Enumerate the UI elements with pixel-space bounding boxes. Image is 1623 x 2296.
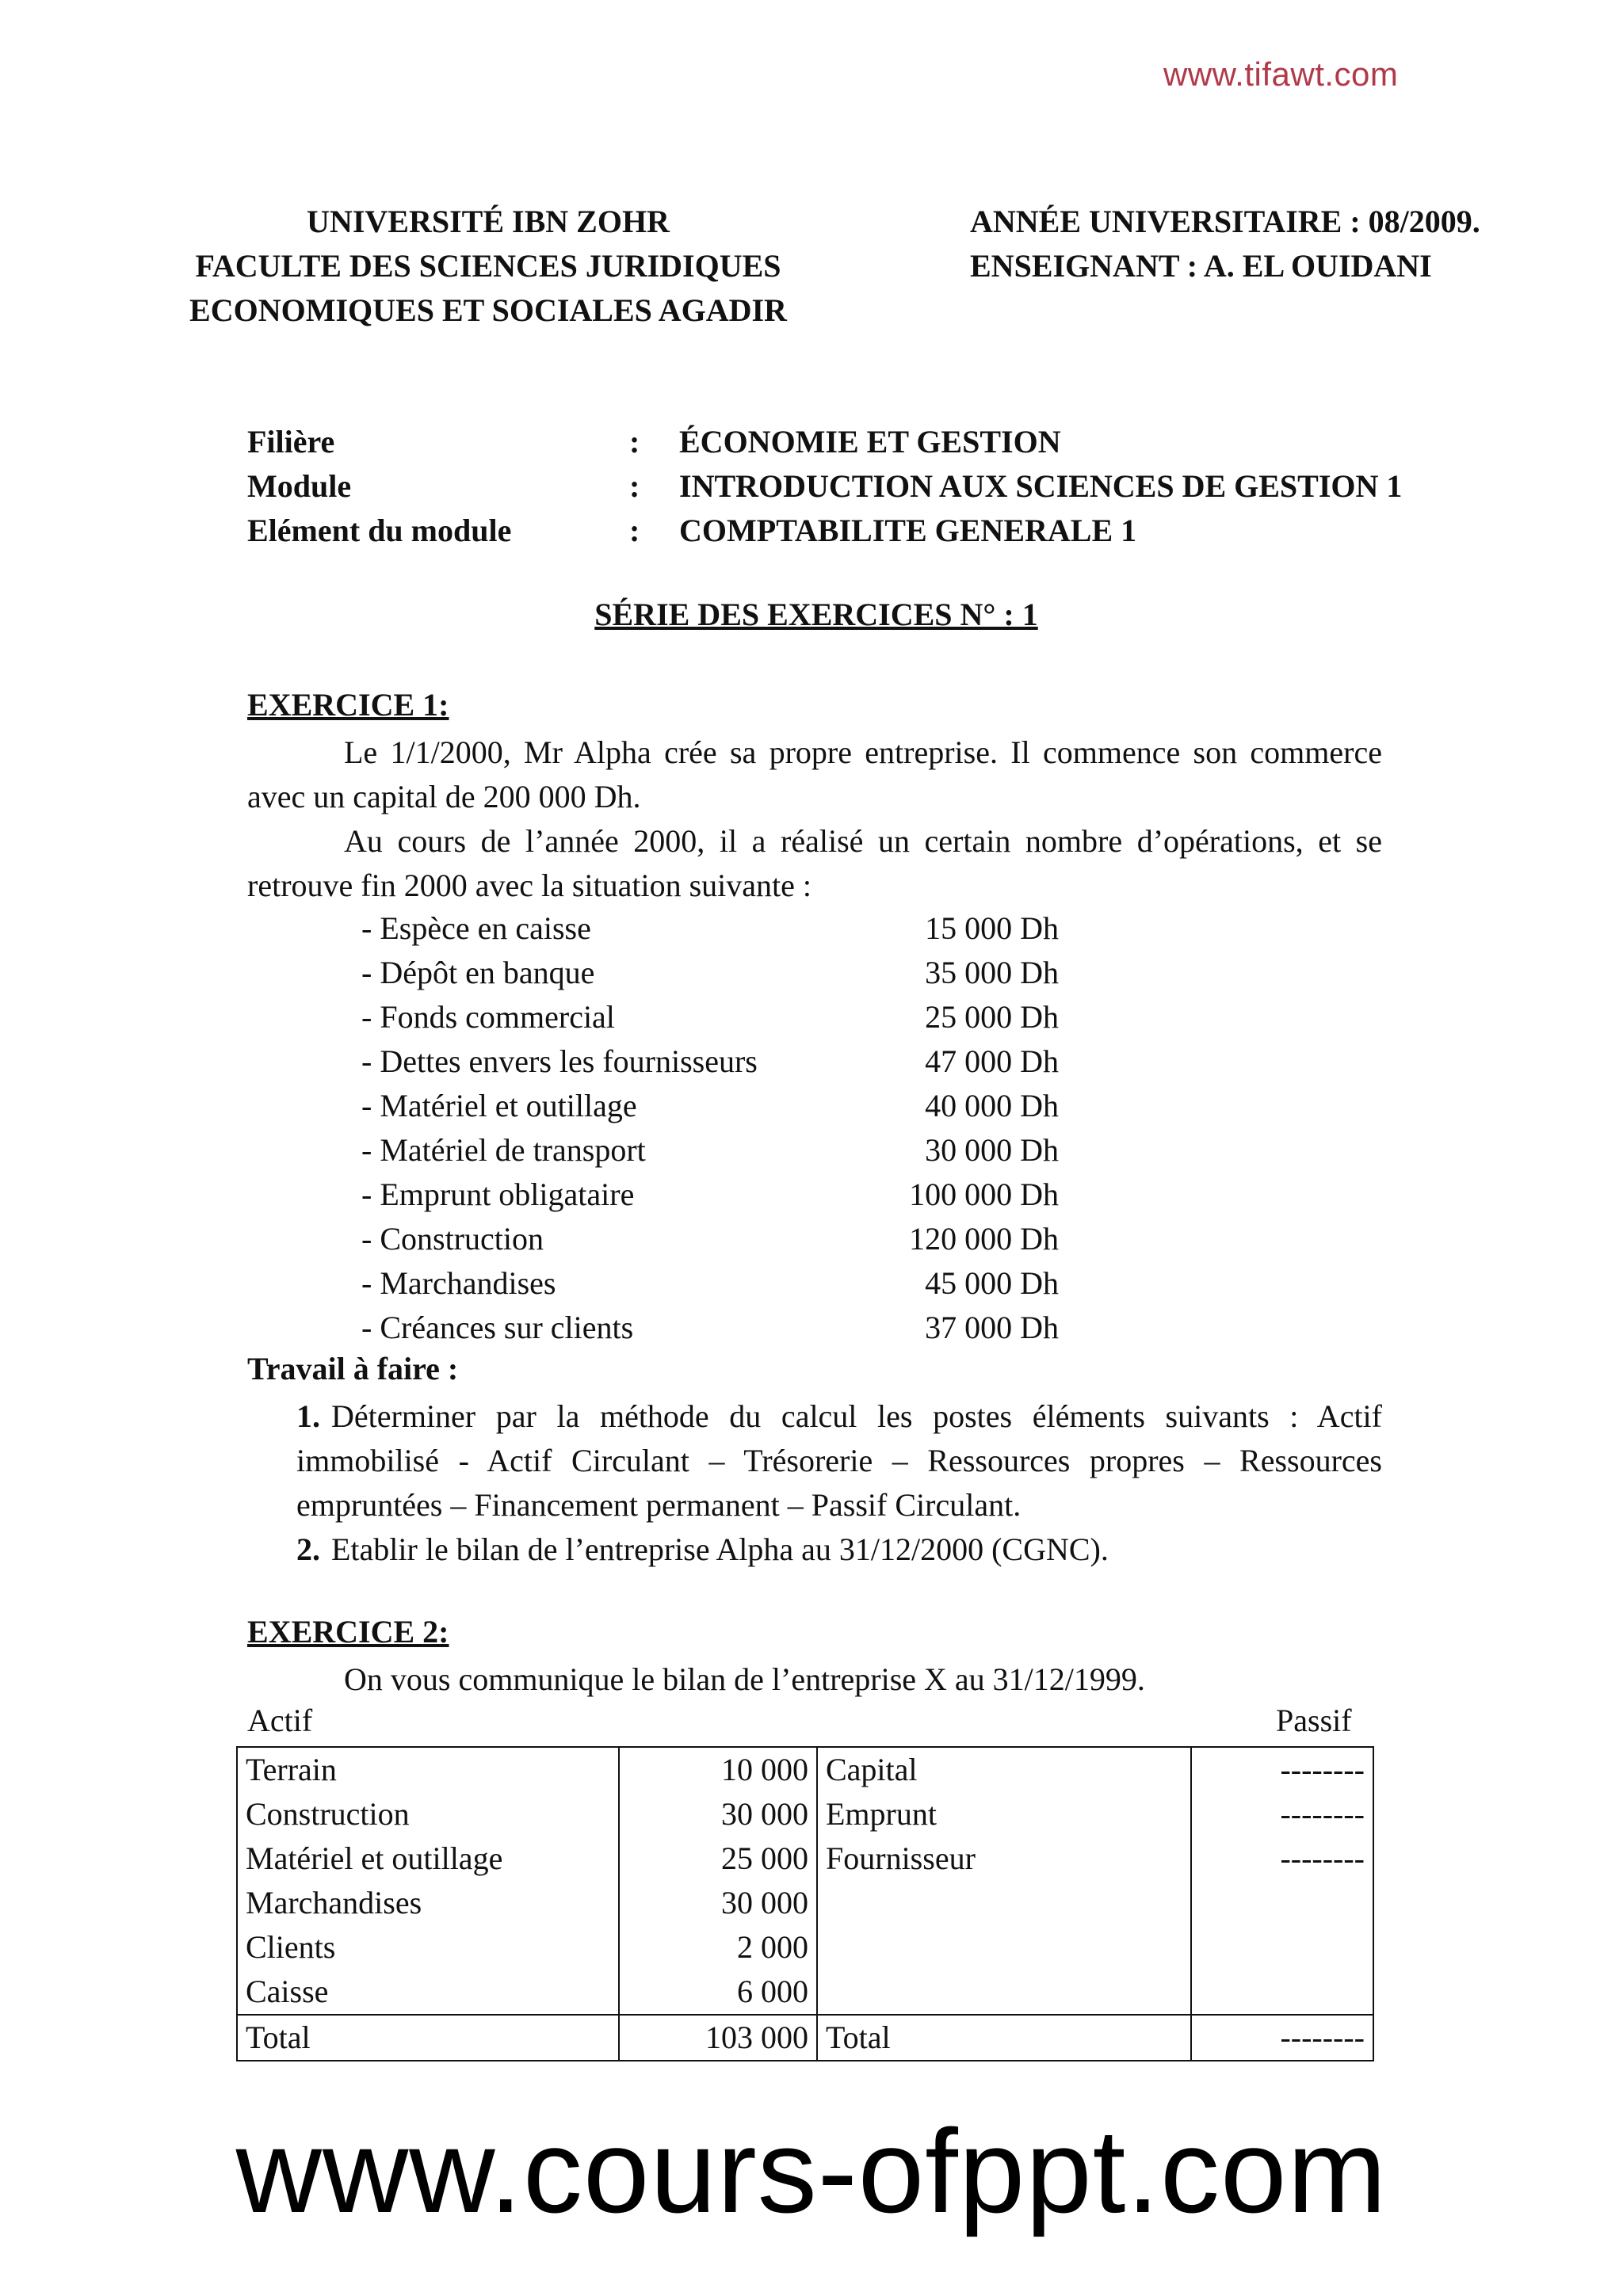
list-item: [361, 1261, 1059, 1306]
task-number: 2.: [296, 1531, 320, 1567]
item-amount: 100 000 Dh: [909, 1177, 1059, 1212]
liability-value-cell: [1191, 1881, 1373, 1925]
table-row: [237, 1970, 1373, 2015]
list-item: [361, 1128, 1059, 1173]
list-item: [361, 906, 1059, 951]
item-amount: 40 000 Dh: [925, 1088, 1059, 1123]
asset-value-cell: 10 000: [619, 1747, 817, 1792]
liability-value-cell: --------: [1191, 1747, 1373, 1792]
watermark-top: www.tifawt.com: [1163, 55, 1399, 93]
liability-value-cell: --------: [1191, 1792, 1373, 1836]
meta-colon: :: [629, 468, 640, 504]
asset-cell: Construction: [237, 1792, 619, 1836]
university-name: UNIVERSITÉ IBN ZOHR: [307, 204, 670, 239]
meta-colon: :: [629, 513, 640, 548]
asset-cell: Terrain: [237, 1747, 619, 1792]
exercise-2-intro: On vous communique le bilan de l’entreprise X au 31/12/1999.: [344, 1661, 1145, 1697]
travail-title: Travail à faire :: [247, 1351, 459, 1386]
teacher: ENSEIGNANT : A. EL OUIDANI: [970, 248, 1432, 284]
meta-label: Elément du module: [247, 513, 512, 548]
academic-year: ANNÉE UNIVERSITAIRE : 08/2009.: [970, 204, 1480, 239]
meta-label: Filière: [247, 424, 335, 460]
exercise-2-title: EXERCICE 2:: [247, 1614, 449, 1650]
item-label: - Dettes envers les fournisseurs: [361, 1043, 758, 1079]
table-row: [237, 1925, 1373, 1970]
list-item: [361, 1217, 1059, 1261]
meta-value: ÉCONOMIE ET GESTION: [679, 424, 1061, 460]
liability-total-value: --------: [1191, 2015, 1373, 2061]
asset-value-cell: 30 000: [619, 1792, 817, 1836]
liability-cell: [817, 1881, 1191, 1925]
list-item: [361, 1084, 1059, 1128]
task-2: [296, 1527, 1382, 1572]
liability-value-cell: --------: [1191, 1836, 1373, 1881]
item-amount: 120 000 Dh: [909, 1221, 1059, 1257]
liability-value-cell: [1191, 1925, 1373, 1970]
course-header: [970, 200, 1480, 288]
liability-value-cell: [1191, 1970, 1373, 2015]
table-row: [237, 1792, 1373, 1836]
item-label: - Marchandises: [361, 1265, 556, 1301]
exercise-1-para-2: Au cours de l’année 2000, il a réalisé un certain nombre d’opérations, et se retrouve fin 2000 avec la situation suivante :: [247, 823, 1382, 903]
liability-cell: Emprunt: [817, 1792, 1191, 1836]
item-label: - Créances sur clients: [361, 1310, 634, 1345]
meta-label: Module: [247, 468, 352, 504]
meta-colon: :: [629, 424, 640, 460]
asset-total-label: Total: [237, 2015, 619, 2061]
liability-cell: [817, 1925, 1191, 1970]
task-text: Déterminer par la méthode du calcul les postes éléments suivants : Actif immobilisé - Actif Circulant – Trésorerie – Ressources propres – Ressources empruntées – Financement permanent – Passif Circulant.: [296, 1398, 1382, 1523]
exercise-1-para-1: Le 1/1/2000, Mr Alpha crée sa propre entreprise. Il commence son commerce avec un capital de 200 000 Dh.: [247, 734, 1382, 814]
item-amount: 35 000 Dh: [925, 955, 1059, 990]
item-label: - Emprunt obligataire: [361, 1177, 635, 1212]
list-item: [361, 1173, 1059, 1217]
actif-label: Actif: [247, 1703, 313, 1738]
task-number: 1.: [296, 1398, 320, 1434]
asset-total-value: 103 000: [619, 2015, 817, 2061]
situation-list: [361, 906, 1059, 1350]
asset-cell: Marchandises: [237, 1881, 619, 1925]
university-header: [155, 200, 821, 333]
meta-value: INTRODUCTION AUX SCIENCES DE GESTION 1: [679, 468, 1403, 504]
asset-cell: Matériel et outillage: [237, 1836, 619, 1881]
exercise-1-title: EXERCICE 1:: [247, 687, 449, 723]
item-amount: 47 000 Dh: [925, 1043, 1059, 1079]
item-amount: 45 000 Dh: [925, 1265, 1059, 1301]
task-list: [296, 1394, 1382, 1572]
item-label: - Matériel et outillage: [361, 1088, 637, 1123]
table-row: [237, 1881, 1373, 1925]
balance-sheet-table: [236, 1746, 1374, 2061]
table-total-row: [237, 2015, 1373, 2061]
list-item: [361, 1039, 1059, 1084]
liability-cell: Fournisseur: [817, 1836, 1191, 1881]
item-label: - Espèce en caisse: [361, 910, 591, 946]
item-label: - Fonds commercial: [361, 999, 615, 1035]
task-1: [296, 1394, 1382, 1527]
list-item: [361, 951, 1059, 995]
meta-value: COMPTABILITE GENERALE 1: [679, 513, 1137, 548]
faculty-line-1: FACULTE DES SCIENCES JURIDIQUES: [195, 248, 781, 284]
liability-cell: [817, 1970, 1191, 2015]
asset-value-cell: 30 000: [619, 1881, 817, 1925]
item-amount: 37 000 Dh: [925, 1310, 1059, 1345]
asset-value-cell: 25 000: [619, 1836, 817, 1881]
task-text: Etablir le bilan de l’entreprise Alpha au 31/12/2000 (CGNC).: [331, 1531, 1109, 1567]
asset-cell: Caisse: [237, 1970, 619, 2015]
item-label: - Construction: [361, 1221, 544, 1257]
item-label: - Dépôt en banque: [361, 955, 595, 990]
list-item: [361, 995, 1059, 1039]
item-amount: 15 000 Dh: [925, 910, 1059, 946]
table-row: [237, 1747, 1373, 1792]
table-row: [237, 1836, 1373, 1881]
asset-value-cell: 2 000: [619, 1925, 817, 1970]
item-label: - Matériel de transport: [361, 1132, 646, 1168]
item-amount: 30 000 Dh: [925, 1132, 1059, 1168]
passif-label: Passif: [1276, 1703, 1352, 1738]
series-title: SÉRIE DES EXERCICES N° : 1: [594, 597, 1038, 632]
faculty-line-2: ECONOMIQUES ET SOCIALES AGADIR: [189, 292, 787, 328]
list-item: [361, 1306, 1059, 1350]
watermark-bottom: www.cours-ofppt.com: [235, 2104, 1388, 2237]
asset-value-cell: 6 000: [619, 1970, 817, 2015]
asset-cell: Clients: [237, 1925, 619, 1970]
liability-cell: Capital: [817, 1747, 1191, 1792]
item-amount: 25 000 Dh: [925, 999, 1059, 1035]
liability-total-label: Total: [817, 2015, 1191, 2061]
